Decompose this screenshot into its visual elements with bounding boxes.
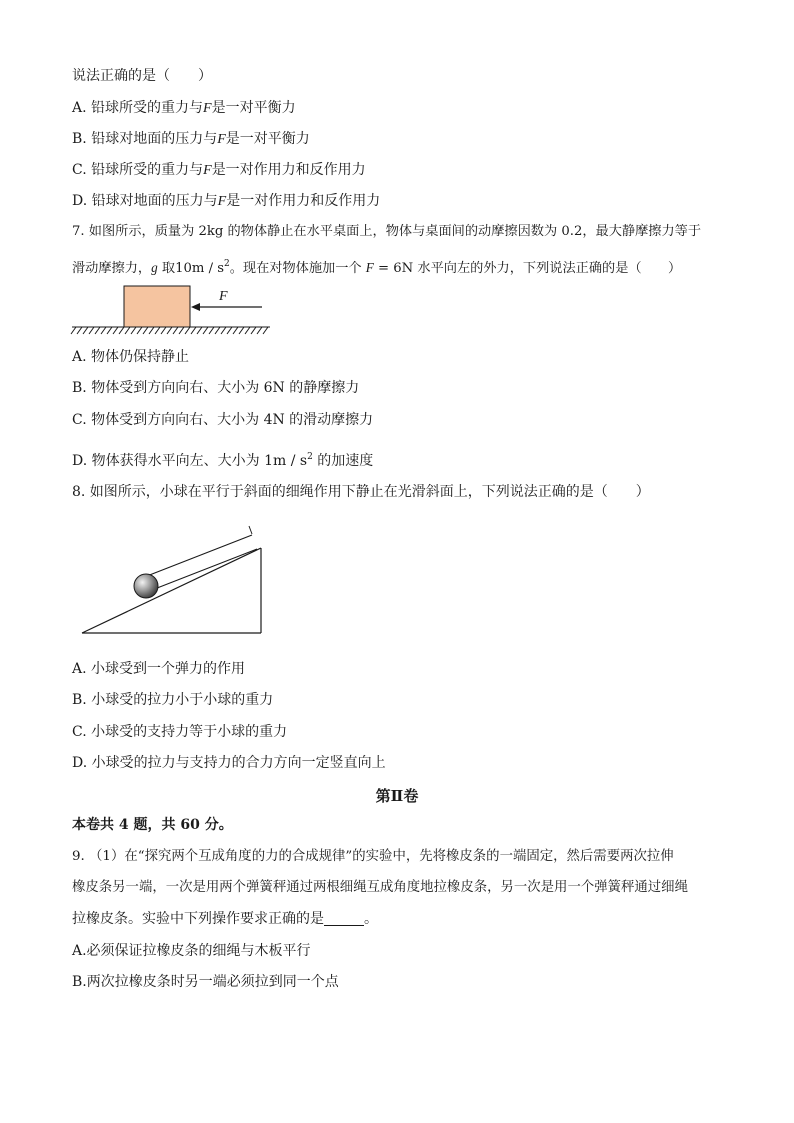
q7-force-arrow [191, 303, 262, 311]
q7-stem-line1: 7. 如图所示，质量为 2kg 的物体静止在水平桌面上，物体与桌面间的动摩擦因数为 0.2，最大静摩擦力等于 [72, 224, 702, 239]
q6-option-c[interactable]: C. 铅球所受的重力与F是一对作用力和反作用力 [72, 162, 366, 178]
q9-stem-line1: 9. （1）在“探究两个互成角度的力的合成规律”的实验中，先将橡皮条的一端固定，然后需要两次拉伸 [72, 849, 674, 864]
q7-stem-line2: 滑动摩擦力，g 取$10m / s^2$。现在对物体施加一个 F = 6N 水平向左的外力，下列说法正确的是（ ） [72, 259, 682, 276]
q6-option-a[interactable]: A. 铅球所受的重力与F是一对平衡力 [72, 100, 296, 116]
q7-option-d[interactable]: D. 物体获得水平向左、大小为 $1m / s^2$ 的加速度 [72, 452, 374, 469]
q9-stem-line2: 橡皮条另一端，一次是用两个弹簧秤通过两根细绳互成角度地拉橡皮条，另一次是用一个弹簧秤通过细绳 [72, 880, 688, 895]
q7-figure [72, 283, 272, 339]
section-title: 第Ⅱ卷 [375, 787, 419, 805]
q8-option-d[interactable]: D. 小球受的拉力与支持力的合力方向一定竖直向上 [72, 755, 386, 771]
q9-option-b[interactable]: B.两次拉橡皮条时另一端必须拉到同一个点 [72, 974, 339, 990]
q7-force-label: F [219, 289, 228, 304]
q7-option-a[interactable]: A. 物体仍保持静止 [72, 349, 190, 365]
q7-ground-hatching [71, 327, 270, 334]
q8-string [147, 535, 257, 590]
q8-stem: 8. 如图所示，小球在平行于斜面的细绳作用下静止在光滑斜面上，下列说法正确的是（ ） [72, 484, 650, 500]
q6-stem-tail: 说法正确的是（ ） [72, 68, 212, 84]
q9-option-a[interactable]: A.必须保证拉橡皮条的细绳与木板平行 [72, 943, 311, 959]
q8-wall-pin [249, 526, 252, 534]
q9-stem-line3: 拉橡皮条。实验中下列操作要求正确的是 。 [72, 911, 378, 927]
answer-blank[interactable] [324, 911, 364, 926]
q8-option-a[interactable]: A. 小球受到一个弹力的作用 [72, 661, 246, 677]
q8-figure [80, 520, 266, 638]
q7-option-c[interactable]: C. 物体受到方向向右、大小为 4N 的滑动摩擦力 [72, 412, 374, 428]
q7-option-b[interactable]: B. 物体受到方向向右、大小为 6N 的静摩擦力 [72, 380, 360, 396]
q6-option-b[interactable]: B. 铅球对地面的压力与F是一对平衡力 [72, 131, 310, 147]
q6-option-d[interactable]: D. 铅球对地面的压力与F是一对作用力和反作用力 [72, 193, 381, 209]
q8-option-b[interactable]: B. 小球受的拉力小于小球的重力 [72, 692, 274, 708]
section-summary: 本卷共 4 题，共 60 分。 [72, 817, 233, 833]
q8-ball [134, 574, 158, 598]
q8-option-c[interactable]: C. 小球受的支持力等于小球的重力 [72, 724, 288, 740]
q8-incline [82, 548, 261, 633]
q7-block [124, 286, 190, 327]
